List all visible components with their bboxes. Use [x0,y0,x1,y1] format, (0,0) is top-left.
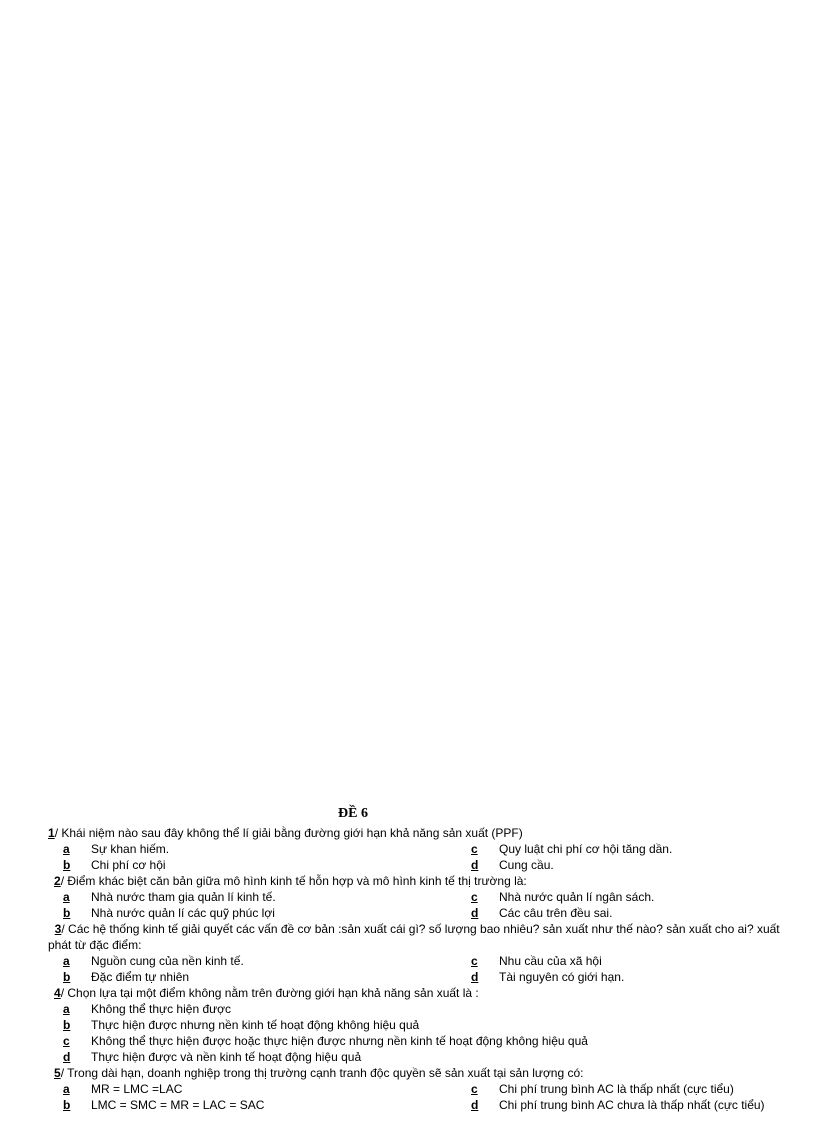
option-text: Cung cầu. [499,858,554,872]
question-number: 3 [54,922,62,936]
options [48,1081,793,1113]
option-letter: d [471,1098,479,1112]
option-letter: d [471,906,479,920]
option-letter: c [471,1082,478,1096]
question-number: 2 [54,874,61,888]
option-letter: a [63,890,70,904]
question-text: 2/ Điểm khác biệt căn bản giữa mô hình kinh tế hỗn hợp và mô hình kinh tế thị trường là: [54,874,527,888]
option-b[interactable] [48,905,456,921]
question-number: 5 [54,1066,61,1080]
option-c[interactable] [456,889,793,905]
option-text: Nhà nước tham gia quản lí kinh tế. [91,890,276,904]
question-5 [48,1065,793,1081]
option-text: Không thể thực hiện được hoặc thực hiện được nhưng nền kinh tế hoạt động không hiệu quả [91,1034,588,1048]
question-text: 1/ Khái niệm nào sau đây không thể lí giải bằng đường giới hạn khả năng sản xuất (PPF) [48,826,523,840]
question-2 [48,873,793,889]
option-a[interactable] [48,841,456,857]
option-b[interactable] [48,1097,456,1113]
option-text: Nhu cầu của xã hội [499,954,602,968]
option-c[interactable] [456,1081,793,1097]
option-text: Đặc điểm tự nhiên [91,970,190,984]
option-d[interactable] [456,857,793,873]
question-3 [48,921,793,953]
option-letter: a [63,1082,70,1096]
option-text: Chi phí trung bình AC chưa là thấp nhất (cực tiểu) [499,1098,765,1112]
question-4 [48,985,793,1001]
question-1 [48,825,793,873]
option-letter: c [471,842,478,856]
question-stem: Khái niệm nào sau đây không thể lí giải bằng đường giới hạn khả năng sản xuất (PPF) [61,826,523,840]
option-text: Quy luật chi phí cơ hội tăng dần. [499,842,673,856]
option-text: Nguồn cung của nền kinh tế. [91,954,244,968]
option-a[interactable] [48,1001,793,1017]
option-text: LMC = SMC = MR = LAC = SAC [91,1098,265,1112]
option-b[interactable] [48,969,456,985]
option-d[interactable] [456,905,793,921]
option-c[interactable] [48,1033,793,1049]
option-a[interactable] [48,953,456,969]
option-a[interactable] [48,889,456,905]
options [48,841,793,873]
option-text: Không thể thực hiện được [91,1002,232,1016]
question-stem: Điểm khác biệt căn bản giữa mô hình kinh tế hỗn hợp và mô hình kinh tế thị trường là: [64,874,527,888]
option-b[interactable] [48,1017,793,1033]
option-letter: a [63,1002,70,1016]
option-letter: c [471,954,478,968]
option-letter: a [63,842,70,856]
option-letter: b [63,858,71,872]
option-a[interactable] [48,1081,456,1097]
option-text: MR = LMC =LAC [91,1082,183,1096]
option-text: Các câu trên đều sai. [499,906,613,920]
question-number: 4 [54,986,61,1000]
option-text: Tài nguyên có giới hạn. [499,970,625,984]
option-c[interactable] [456,953,793,969]
option-d[interactable] [456,969,793,985]
question-list [48,825,793,1113]
option-text: Chi phí cơ hội [91,858,166,872]
option-text: Chi phí trung bình AC là thấp nhất (cực tiểu) [499,1082,734,1096]
option-d[interactable] [456,1097,793,1113]
question-stem: Các hệ thống kinh tế giải quyết các vấn đề cơ bản :sản xuất cái gì? số lượng bao nhiêu? sản xuất như thế nào? sản xuất cho ai? xuất phát từ đặc điểm: [48,922,780,952]
option-letter: a [63,954,70,968]
question-text: 4/ Chọn lựa tại một điểm không nằm trên đường giới hạn khả năng sản xuất là : [54,986,479,1000]
option-d[interactable] [48,1049,793,1065]
options [48,1001,793,1065]
option-letter: d [471,858,479,872]
question-number: 1 [48,826,55,840]
page-title: ĐỀ 6 [338,806,368,821]
option-b[interactable] [48,857,456,873]
options [48,889,793,921]
option-letter: b [63,1018,71,1032]
option-letter: b [63,906,71,920]
option-letter: d [63,1050,71,1064]
option-text: Nhà nước quản lí các quỹ phúc lợi [91,906,275,920]
option-letter: b [63,970,71,984]
option-letter: b [63,1098,71,1112]
option-text: Nhà nước quản lí ngân sách. [499,890,655,904]
option-c[interactable] [456,841,793,857]
option-letter: d [471,970,479,984]
option-letter: c [471,890,478,904]
question-stem: Chọn lựa tại một điểm không nằm trên đường giới hạn khả năng sản xuất là : [67,986,479,1000]
option-text: Sự khan hiếm. [91,842,170,856]
option-letter: c [63,1034,70,1048]
question-text: 5/ Trong dài hạn, doanh nghiệp trong thị trường cạnh tranh độc quyền sẽ sản xuất tại sản lượng có: [54,1066,584,1080]
option-text: Thực hiện được nhưng nền kinh tế hoạt động không hiệu quả [91,1018,420,1032]
question-text: 3/ Các hệ thống kinh tế giải quyết các vấn đề cơ bản :sản xuất cái gì? số lượng bao nhiêu? sản xuất như thế nào? sản xuất cho ai? xuất phát từ đặc điểm: [48,922,780,952]
option-text: Thực hiện được và nền kinh tế hoạt động hiệu quả [91,1050,362,1064]
question-stem: Trong dài hạn, doanh nghiệp trong thị trường cạnh tranh độc quyền sẽ sản xuất tại sản lượng có: [67,1066,584,1080]
options [48,953,793,985]
